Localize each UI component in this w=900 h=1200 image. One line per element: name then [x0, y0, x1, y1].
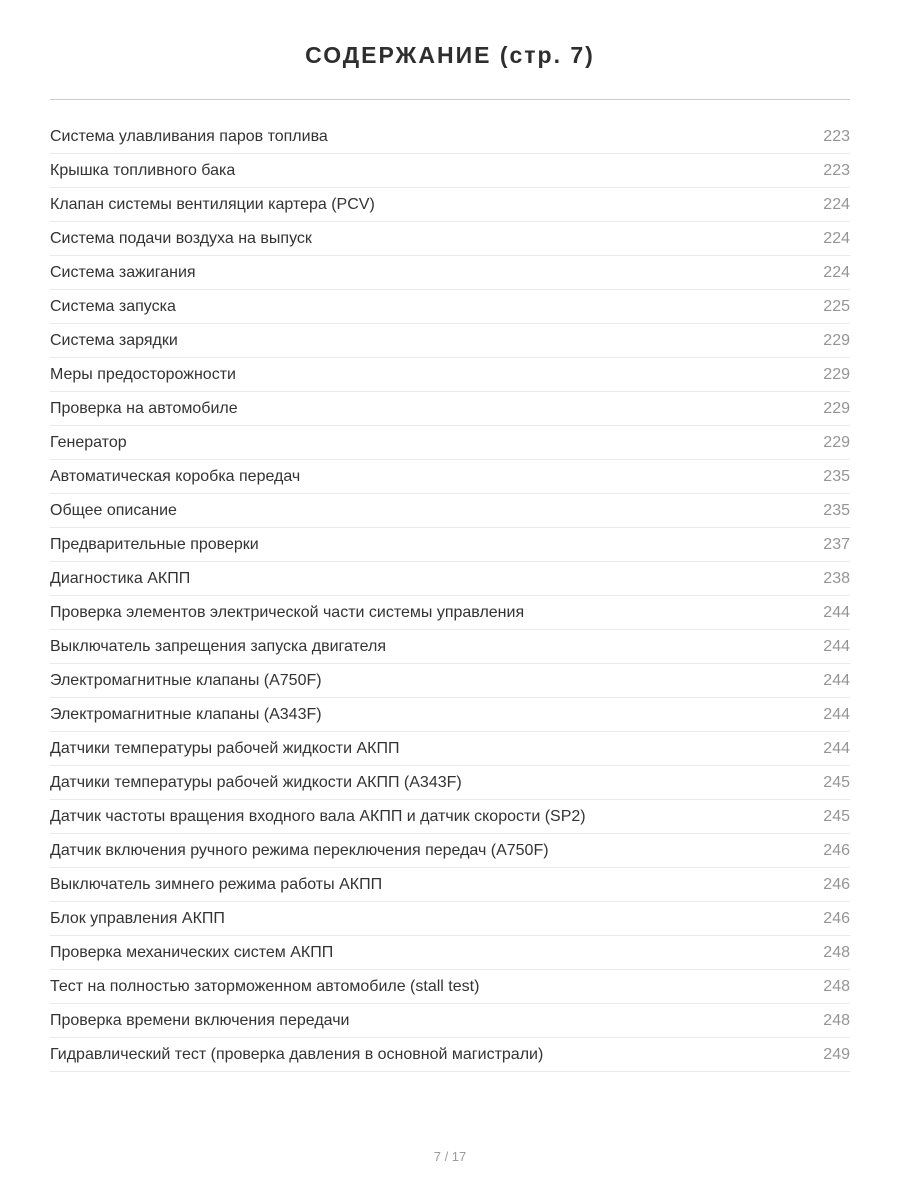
toc-entry[interactable]: [50, 936, 850, 970]
toc-entry-page: 244: [823, 739, 850, 757]
toc-entry-page: 223: [823, 127, 850, 145]
toc-entry-title: Датчик частоты вращения входного вала АКПП и датчик скорости (SP2): [50, 807, 586, 825]
toc-list: [50, 120, 850, 1072]
toc-entry-page: 249: [823, 1045, 850, 1063]
toc-entry[interactable]: [50, 902, 850, 936]
toc-entry-page: 244: [823, 603, 850, 621]
toc-entry-title: Датчики температуры рабочей жидкости АКПП (A343F): [50, 773, 462, 791]
toc-entry-page: 223: [823, 161, 850, 179]
toc-entry[interactable]: [50, 392, 850, 426]
toc-entry-title: Предварительные проверки: [50, 535, 259, 553]
toc-entry[interactable]: [50, 426, 850, 460]
toc-entry-title: Блок управления АКПП: [50, 909, 225, 927]
toc-entry-page: 224: [823, 263, 850, 281]
toc-entry-page: 224: [823, 195, 850, 213]
toc-entry-page: 238: [823, 569, 850, 587]
toc-entry-page: 244: [823, 671, 850, 689]
toc-entry[interactable]: [50, 256, 850, 290]
toc-entry-page: 224: [823, 229, 850, 247]
toc-entry-title: Выключатель запрещения запуска двигателя: [50, 637, 387, 655]
toc-entry-page: 229: [823, 365, 850, 383]
toc-entry[interactable]: [50, 698, 850, 732]
toc-entry-page: 229: [823, 433, 850, 451]
toc-entry-title: Диагностика АКПП: [50, 569, 191, 587]
toc-entry[interactable]: [50, 120, 850, 154]
toc-entry[interactable]: [50, 528, 850, 562]
toc-entry-page: 229: [823, 331, 850, 349]
toc-entry-title: Клапан системы вентиляции картера (PCV): [50, 195, 375, 213]
toc-entry-title: Генератор: [50, 433, 127, 451]
toc-entry-title: Датчик включения ручного режима переключения передач (A750F): [50, 841, 549, 859]
toc-entry[interactable]: [50, 868, 850, 902]
toc-entry[interactable]: [50, 188, 850, 222]
toc-entry-page: 235: [823, 501, 850, 519]
toc-entry-page: 248: [823, 977, 850, 995]
toc-entry-title: Автоматическая коробка передач: [50, 467, 301, 485]
toc-entry-page: 244: [823, 637, 850, 655]
toc-entry-page: 244: [823, 705, 850, 723]
toc-entry-title: Датчики температуры рабочей жидкости АКПП: [50, 739, 400, 757]
toc-entry[interactable]: [50, 732, 850, 766]
title-divider: [50, 99, 850, 100]
toc-entry-title: Система зарядки: [50, 331, 178, 349]
toc-entry[interactable]: [50, 630, 850, 664]
toc-entry[interactable]: [50, 970, 850, 1004]
toc-entry[interactable]: [50, 494, 850, 528]
toc-entry-title: Система запуска: [50, 297, 176, 315]
toc-entry-page: 245: [823, 807, 850, 825]
toc-entry-title: Общее описание: [50, 501, 177, 519]
page-title: СОДЕРЖАНИЕ (стр. 7): [305, 42, 595, 68]
toc-entry-title: Крышка топливного бака: [50, 161, 236, 179]
toc-entry-title: Проверка времени включения передачи: [50, 1011, 350, 1029]
toc-entry-title: Проверка на автомобиле: [50, 399, 238, 417]
toc-entry-page: 245: [823, 773, 850, 791]
toc-entry[interactable]: [50, 596, 850, 630]
toc-entry[interactable]: [50, 800, 850, 834]
toc-entry[interactable]: [50, 664, 850, 698]
toc-entry-page: 235: [823, 467, 850, 485]
toc-entry[interactable]: [50, 562, 850, 596]
toc-entry-title: Система зажигания: [50, 263, 196, 281]
toc-entry-title: Проверка механических систем АКПП: [50, 943, 334, 961]
toc-entry-title: Электромагнитные клапаны (A750F): [50, 671, 322, 689]
toc-entry-title: Электромагнитные клапаны (A343F): [50, 705, 322, 723]
toc-entry[interactable]: [50, 154, 850, 188]
toc-entry-title: Выключатель зимнего режима работы АКПП: [50, 875, 383, 893]
toc-entry-title: Тест на полностью заторможенном автомобиле (stall test): [50, 977, 480, 995]
toc-entry-page: 246: [823, 875, 850, 893]
toc-entry[interactable]: [50, 358, 850, 392]
toc-entry[interactable]: [50, 324, 850, 358]
toc-entry-title: Проверка элементов электрической части системы управления: [50, 603, 525, 621]
toc-entry-page: 246: [823, 909, 850, 927]
toc-entry-page: 248: [823, 943, 850, 961]
toc-entry[interactable]: [50, 834, 850, 868]
toc-entry-page: 246: [823, 841, 850, 859]
toc-entry-title: Гидравлический тест (проверка давления в основной магистрали): [50, 1045, 544, 1063]
toc-entry-title: Система подачи воздуха на выпуск: [50, 229, 312, 247]
toc-entry-title: Система улавливания паров топлива: [50, 127, 328, 145]
toc-entry-page: 229: [823, 399, 850, 417]
page-indicator: 7 / 17: [433, 1149, 467, 1164]
toc-entry[interactable]: [50, 1038, 850, 1072]
toc-entry-page: 248: [823, 1011, 850, 1029]
toc-entry[interactable]: [50, 222, 850, 256]
toc-entry-page: 225: [823, 297, 850, 315]
toc-entry[interactable]: [50, 766, 850, 800]
toc-entry[interactable]: [50, 290, 850, 324]
toc-entry-page: 237: [823, 535, 850, 553]
toc-entry[interactable]: [50, 1004, 850, 1038]
toc-entry-title: Меры предосторожности: [50, 365, 236, 383]
toc-entry[interactable]: [50, 460, 850, 494]
